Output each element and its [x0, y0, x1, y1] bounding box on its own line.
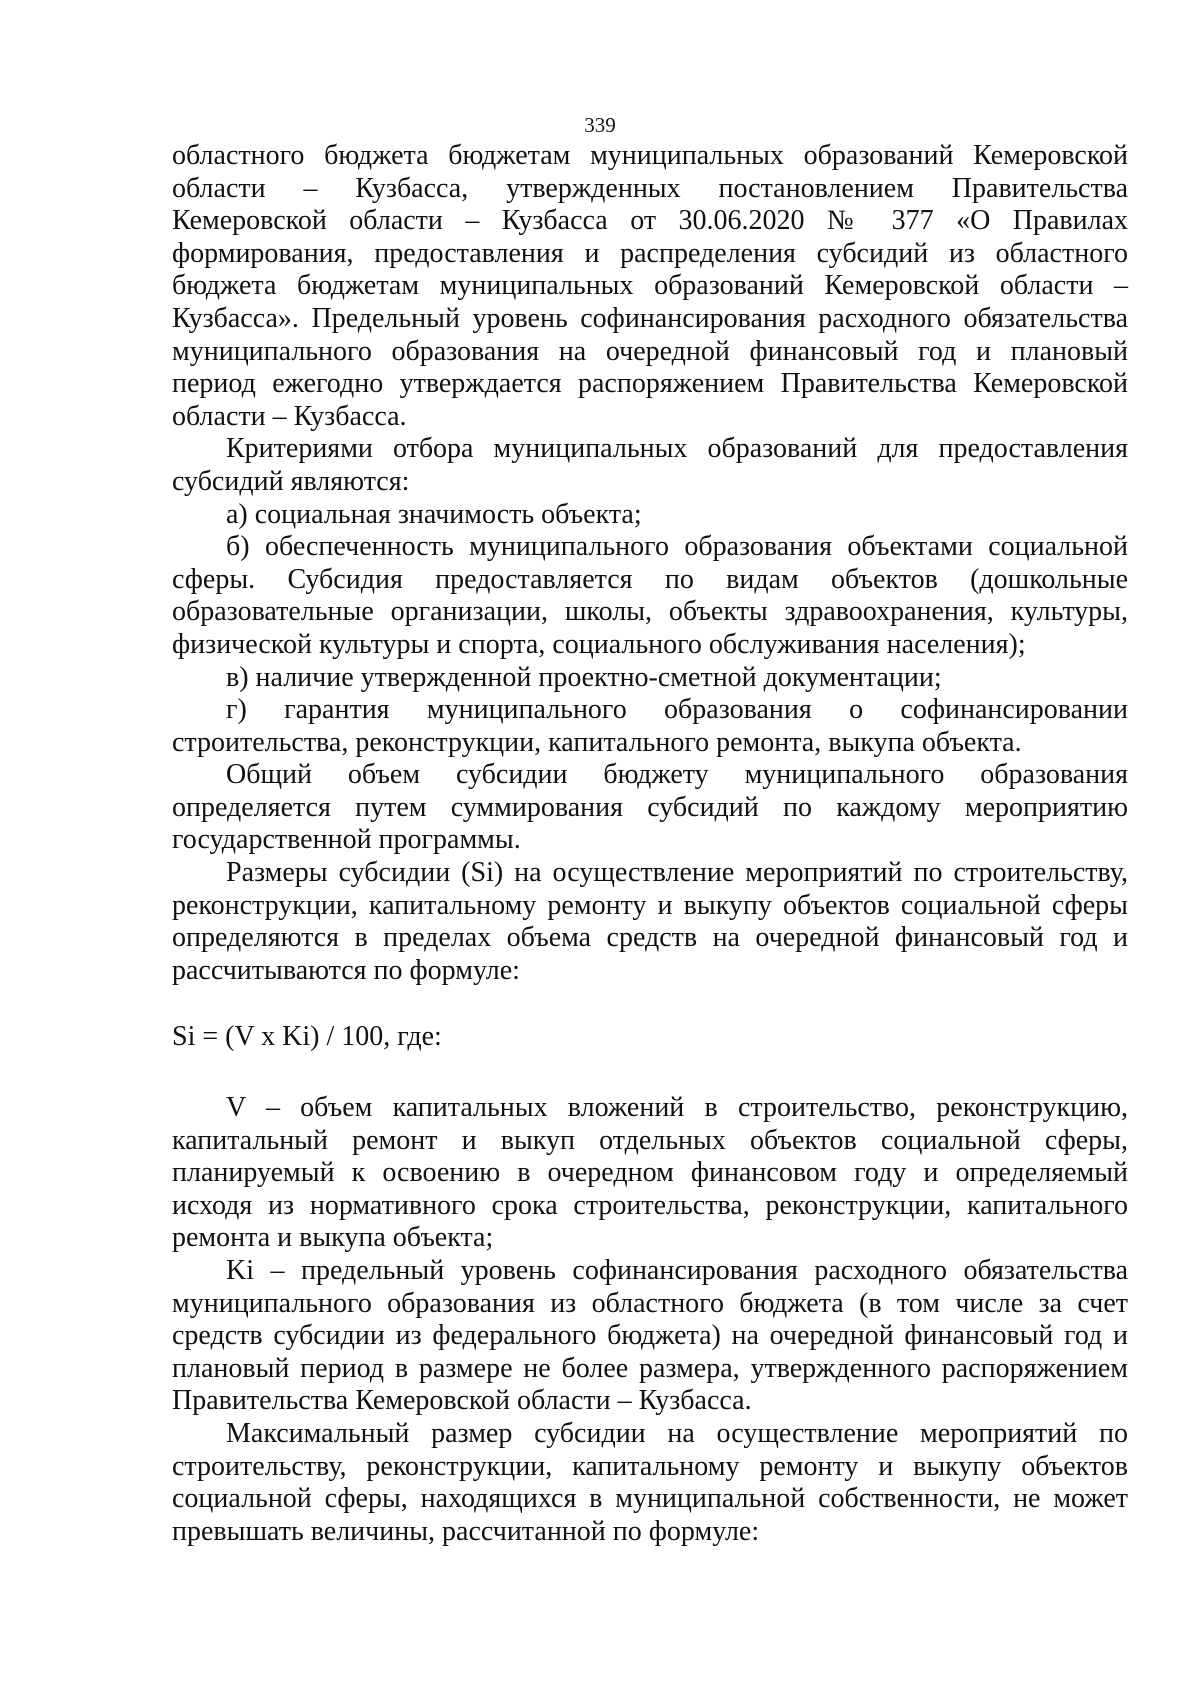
paragraph-subsidy-size: Размеры субсидии (Si) на осуществление мероприятий по строительству, реконструкции, капитальному ремонту и выкупу объектов социальной сферы определяются в пределах объема средств на очередной финансовый год и рассчитываются по формуле: — [172, 857, 1128, 986]
paragraph-criteria-intro: Критериями отбора муниципальных образований для предоставления субсидий являются: — [172, 433, 1128, 497]
document-body — [172, 140, 1128, 1548]
paragraph-continuation: областного бюджета бюджетам муниципальных образований Кемеровской области – Кузбасса, утвержденных постановлением Правительства Кемеровской области – Кузбасса от 30.06.2020 № 377 «О Правилах формирования, предоставления и распределения субсидий из областного бюджета бюджетам муниципальных образований Кемеровской области – Кузбасса». Предельный уровень софинансирования расходного обязательства муниципального образования на очередной финансовый год и плановый период ежегодно утверждается распоряжением Правительства Кемеровской области – Кузбасса. — [172, 140, 1128, 432]
formula: Si = (V x Ki) / 100, где: — [172, 1021, 442, 1053]
paragraph-definition-v: V – объем капитальных вложений в строительство, реконструкцию, капитальный ремонт и выкуп отдельных объектов социальной сферы, планируемый к освоению в очередном финансовом году и определяемый исходя из нормативного срока строительства, реконструкции, капитального ремонта и выкупа объекта; — [172, 1092, 1128, 1254]
paragraph-criterion-a: а) социальная значимость объекта; — [226, 498, 642, 530]
page-number: 339 — [584, 113, 616, 137]
paragraph-definition-ki: Ki – предельный уровень софинансирования расходного обязательства муниципального образования из областного бюджета (в том числе за счет средств субсидии из федерального бюджета) на очередной финансовый год и плановый период в размере не более размера, утвержденного распоряжением Правительства Кемеровской области – Кузбасса. — [172, 1255, 1128, 1417]
paragraph-criterion-b: б) обеспеченность муниципального образования объектами социальной сферы. Субсидия предоставляется по видам объектов (дошкольные образовательные организации, школы, объекты здравоохранения, культуры, физической культуры и спорта, социального обслуживания населения); — [172, 531, 1128, 660]
paragraph-criterion-g: г) гарантия муниципального образования о софинансировании строительства, реконструкции, капитального ремонта, выкупа объекта. — [172, 694, 1128, 758]
paragraph-max-subsidy: Максимальный размер субсидии на осуществление мероприятий по строительству, реконструкции, капитальному ремонту и выкупу объектов социальной сферы, находящихся в муниципальной собственности, не может превышать величины, рассчитанной по формуле: — [172, 1417, 1128, 1547]
paragraph-total-volume: Общий объем субсидии бюджету муниципального образования определяется путем суммирования субсидий по каждому мероприятию государственной программы. — [172, 759, 1128, 856]
paragraph-criterion-v: в) наличие утвержденной проектно-сметной документации; — [226, 661, 942, 693]
